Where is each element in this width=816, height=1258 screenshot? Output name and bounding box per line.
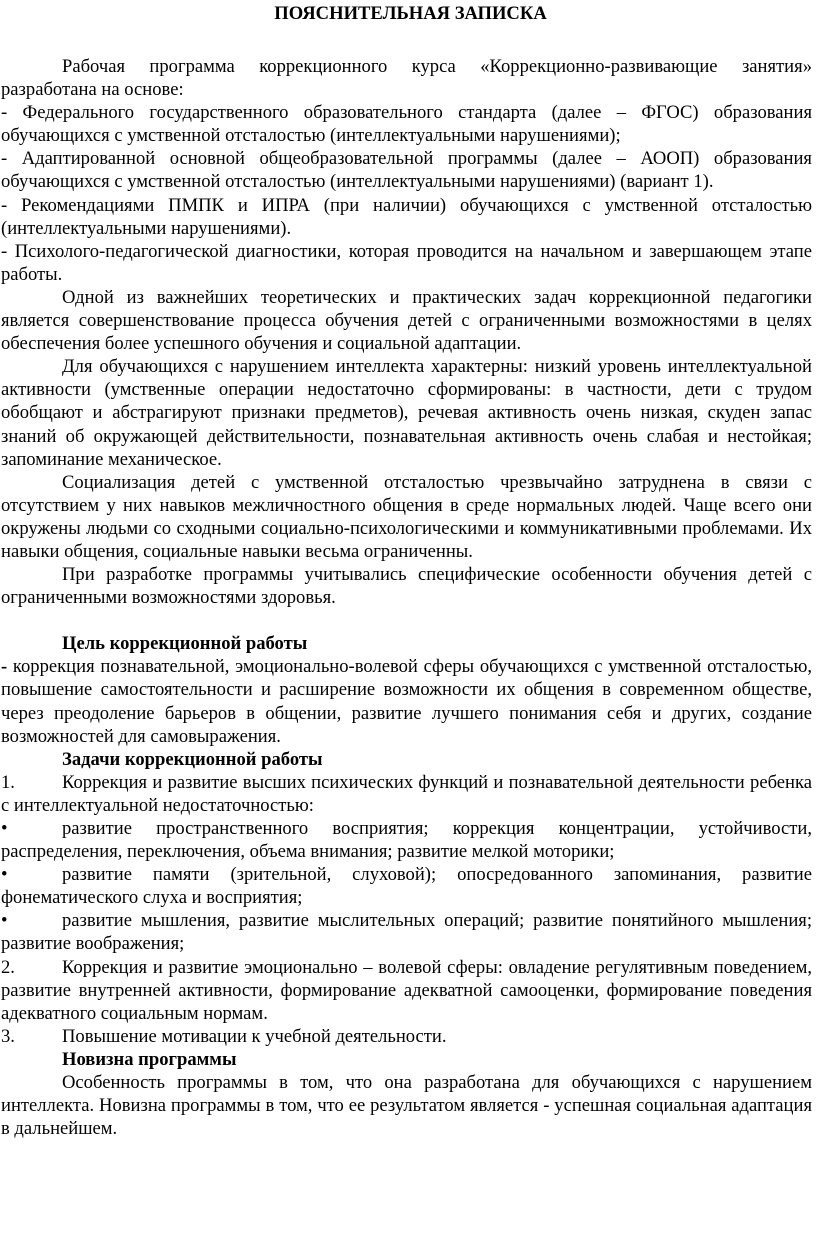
task-text: развитие мышления, развитие мыслительных операций; развитие понятийного мышления; развитие воображения; [1, 910, 812, 955]
goal-heading: Цель коррекционной работы [62, 633, 308, 655]
basis-item: - Адаптированной основной общеобразовательной программы (далее – АООП) образования обучающихся с умственной отсталостью (интеллектуальными нарушениями) (вариант 1). [1, 148, 812, 193]
task-text: развитие памяти (зрительной, слуховой); опосредованного запоминания, развитие фонематического слуха и восприятия; [1, 864, 812, 909]
body-paragraph: При разработке программы учитывались специфические особенности обучения детей с ограниченными возможностями здоровья. [1, 564, 812, 609]
task-marker: 2. [1, 956, 15, 978]
task-bullet: • [1, 818, 8, 839]
task-bullet: • [1, 864, 8, 886]
basis-item: - Федерального государственного образовательного стандарта (далее – ФГОС) образования обучающихся с умственной отсталостью (интеллектуальными нарушениями); [1, 102, 812, 147]
novelty-heading: Новизна программы [62, 1048, 237, 1070]
task-item [1, 771, 812, 817]
tasks-heading: Задачи коррекционной работы [62, 748, 323, 770]
task-item [1, 1025, 812, 1048]
novelty-paragraph: Особенность программы в том, что она разработана для обучающихся с нарушением интеллекта. Новизна программы в том, что ее результатом является - успешная социальная адаптация в дальнейшем. [1, 1072, 812, 1140]
goal-dash: - [1, 656, 8, 678]
task-text: развитие пространственного восприятия; коррекция концентрации, устойчивости, распределения, переключения, объема внимания; развитие мелкой моторики; [1, 818, 812, 863]
basis-item: - Психолого-педагогической диагностики, которая проводится на начальном и завершающем этапе работы. [1, 240, 812, 285]
body-paragraph: Одной из важнейших теоретических и практических задач коррекционной педагогики является совершенствование процесса обучения детей с ограниченными возможностями в целях обеспечения более успешного обучения и социальной адаптации. [1, 286, 812, 355]
body-paragraph: Социализация детей с умственной отсталостью чрезвычайно затруднена в связи с отсутствием у них навыков межличностного общения в среде нормальных людей. Чаще всего они окружены людьми со сходными социально-психологическими и коммуникативными проблемами. Их навыки общения, социальные навыки весьма ограниченны. [1, 471, 812, 562]
task-bullet: • [1, 910, 8, 932]
goal-text: коррекция познавательной, эмоционально-волевой сферы обучающихся с умственной отсталостью, повышение самостоятельности и расширение возможности их общения в современном обществе, через преодоление барьеров в общении, развитие лучшего понимания себя и других, создание возможностей для самовыражения. [1, 656, 812, 747]
task-item [1, 909, 812, 955]
task-marker: 3. [1, 1025, 15, 1047]
task-marker: 1. [1, 771, 15, 793]
task-item [1, 863, 812, 909]
task-item [1, 817, 812, 863]
task-text: Коррекция и развитие высших психических функций и познавательной деятельности ребенка с интеллектуальной недостаточностью: [1, 771, 812, 816]
goal-paragraph [1, 655, 812, 747]
basis-item: - Рекомендациями ПМПК и ИПРА (при наличии) обучающихся с умственной отсталостью (интеллектуальными нарушениями). [1, 194, 812, 239]
document-title: ПОЯСНИТЕЛЬНАЯ ЗАПИСКА [274, 3, 547, 24]
task-item [1, 956, 812, 1025]
task-text: Повышение мотивации к учебной деятельности. [62, 1025, 447, 1047]
task-text: Коррекция и развитие эмоционально – волевой сферы: овладение регулятивным поведением, развитие внутренней активности, формирование адекватной самооценки, формирование поведения адекватного социальным нормам. [1, 956, 812, 1024]
intro-paragraph: Рабочая программа коррекционного курса «Коррекционно-развивающие занятия» разработана на основе: [1, 56, 812, 101]
body-paragraph: Для обучающихся с нарушением интеллекта характерны: низкий уровень интеллектуальной активности (умственные операции недостаточно сформированы: в частности, дети с трудом обобщают и абстрагируют признаки предметов), речевая активность очень низкая, скуден запас знаний об окружающей действительности, познавательная активность очень слабая и нестойкая; запоминание механическое. [1, 356, 812, 470]
